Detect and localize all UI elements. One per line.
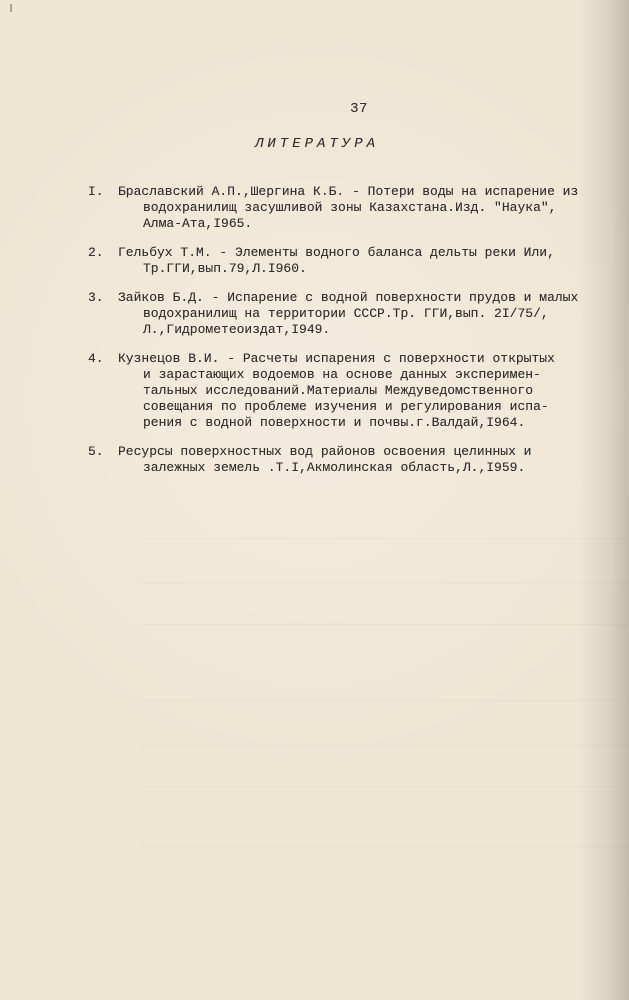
show-through-line <box>140 786 629 787</box>
reference-item-3 <box>88 290 623 338</box>
reference-number: 3. <box>88 290 104 305</box>
reference-line: Кузнецов В.И. - Расчеты испарения с поверхности открытых <box>118 351 555 366</box>
reference-item-2 <box>88 245 623 277</box>
reference-line: тальных исследований.Материалы Междуведомственного <box>143 383 534 398</box>
edge-mark <box>10 4 12 12</box>
show-through-line <box>140 538 629 539</box>
reference-line: Л.,Гидрометеоиздат,I949. <box>143 322 331 337</box>
reference-line: и зарастающих водоемов на основе данных эксперимен- <box>143 367 541 382</box>
reference-item-5 <box>88 444 623 476</box>
reference-number: 5. <box>88 444 104 459</box>
reference-line: рения с водной поверхности и почвы.г.Валдай,I964. <box>143 415 526 430</box>
show-through-line <box>140 745 629 746</box>
reference-item-1 <box>88 184 623 232</box>
reference-line: залежных земель .Т.I,Акмолинская область,Л.,I959. <box>143 460 526 475</box>
page-number: 37 <box>350 101 368 117</box>
reference-line: Зайков Б.Д. - Испарение с водной поверхности прудов и малых <box>118 290 579 305</box>
reference-line: Гельбух Т.М. - Элементы водного баланса дельты реки Или, <box>118 245 555 260</box>
reference-line: Ресурсы поверхностных вод районов освоения целинных и <box>118 444 532 459</box>
show-through-line <box>140 846 629 847</box>
reference-item-4 <box>88 351 623 431</box>
page-title: ЛИТЕРАТУРА <box>255 136 380 152</box>
reference-number: 4. <box>88 351 104 366</box>
reference-line: водохранилищ на территории СССР.Тр. ГГИ,вып. 2I/75/, <box>143 306 549 321</box>
show-through-line <box>140 700 629 701</box>
reference-line: водохранилищ засушливой зоны Казахстана.Изд. "Наука", <box>143 200 557 215</box>
reference-line: Тр.ГГИ,вып.79,Л.I960. <box>143 261 307 276</box>
show-through-line <box>140 624 629 625</box>
reference-line: совещания по проблеме изучения и регулирования испа- <box>143 399 549 414</box>
reference-line: Алма-Ата,I965. <box>143 216 253 231</box>
show-through-line <box>140 582 629 583</box>
reference-number: I. <box>88 184 104 199</box>
reference-list <box>88 184 623 476</box>
reference-number: 2. <box>88 245 104 260</box>
reference-line: Браславский А.П.,Шергина К.Б. - Потери воды на испарение из <box>118 184 579 199</box>
